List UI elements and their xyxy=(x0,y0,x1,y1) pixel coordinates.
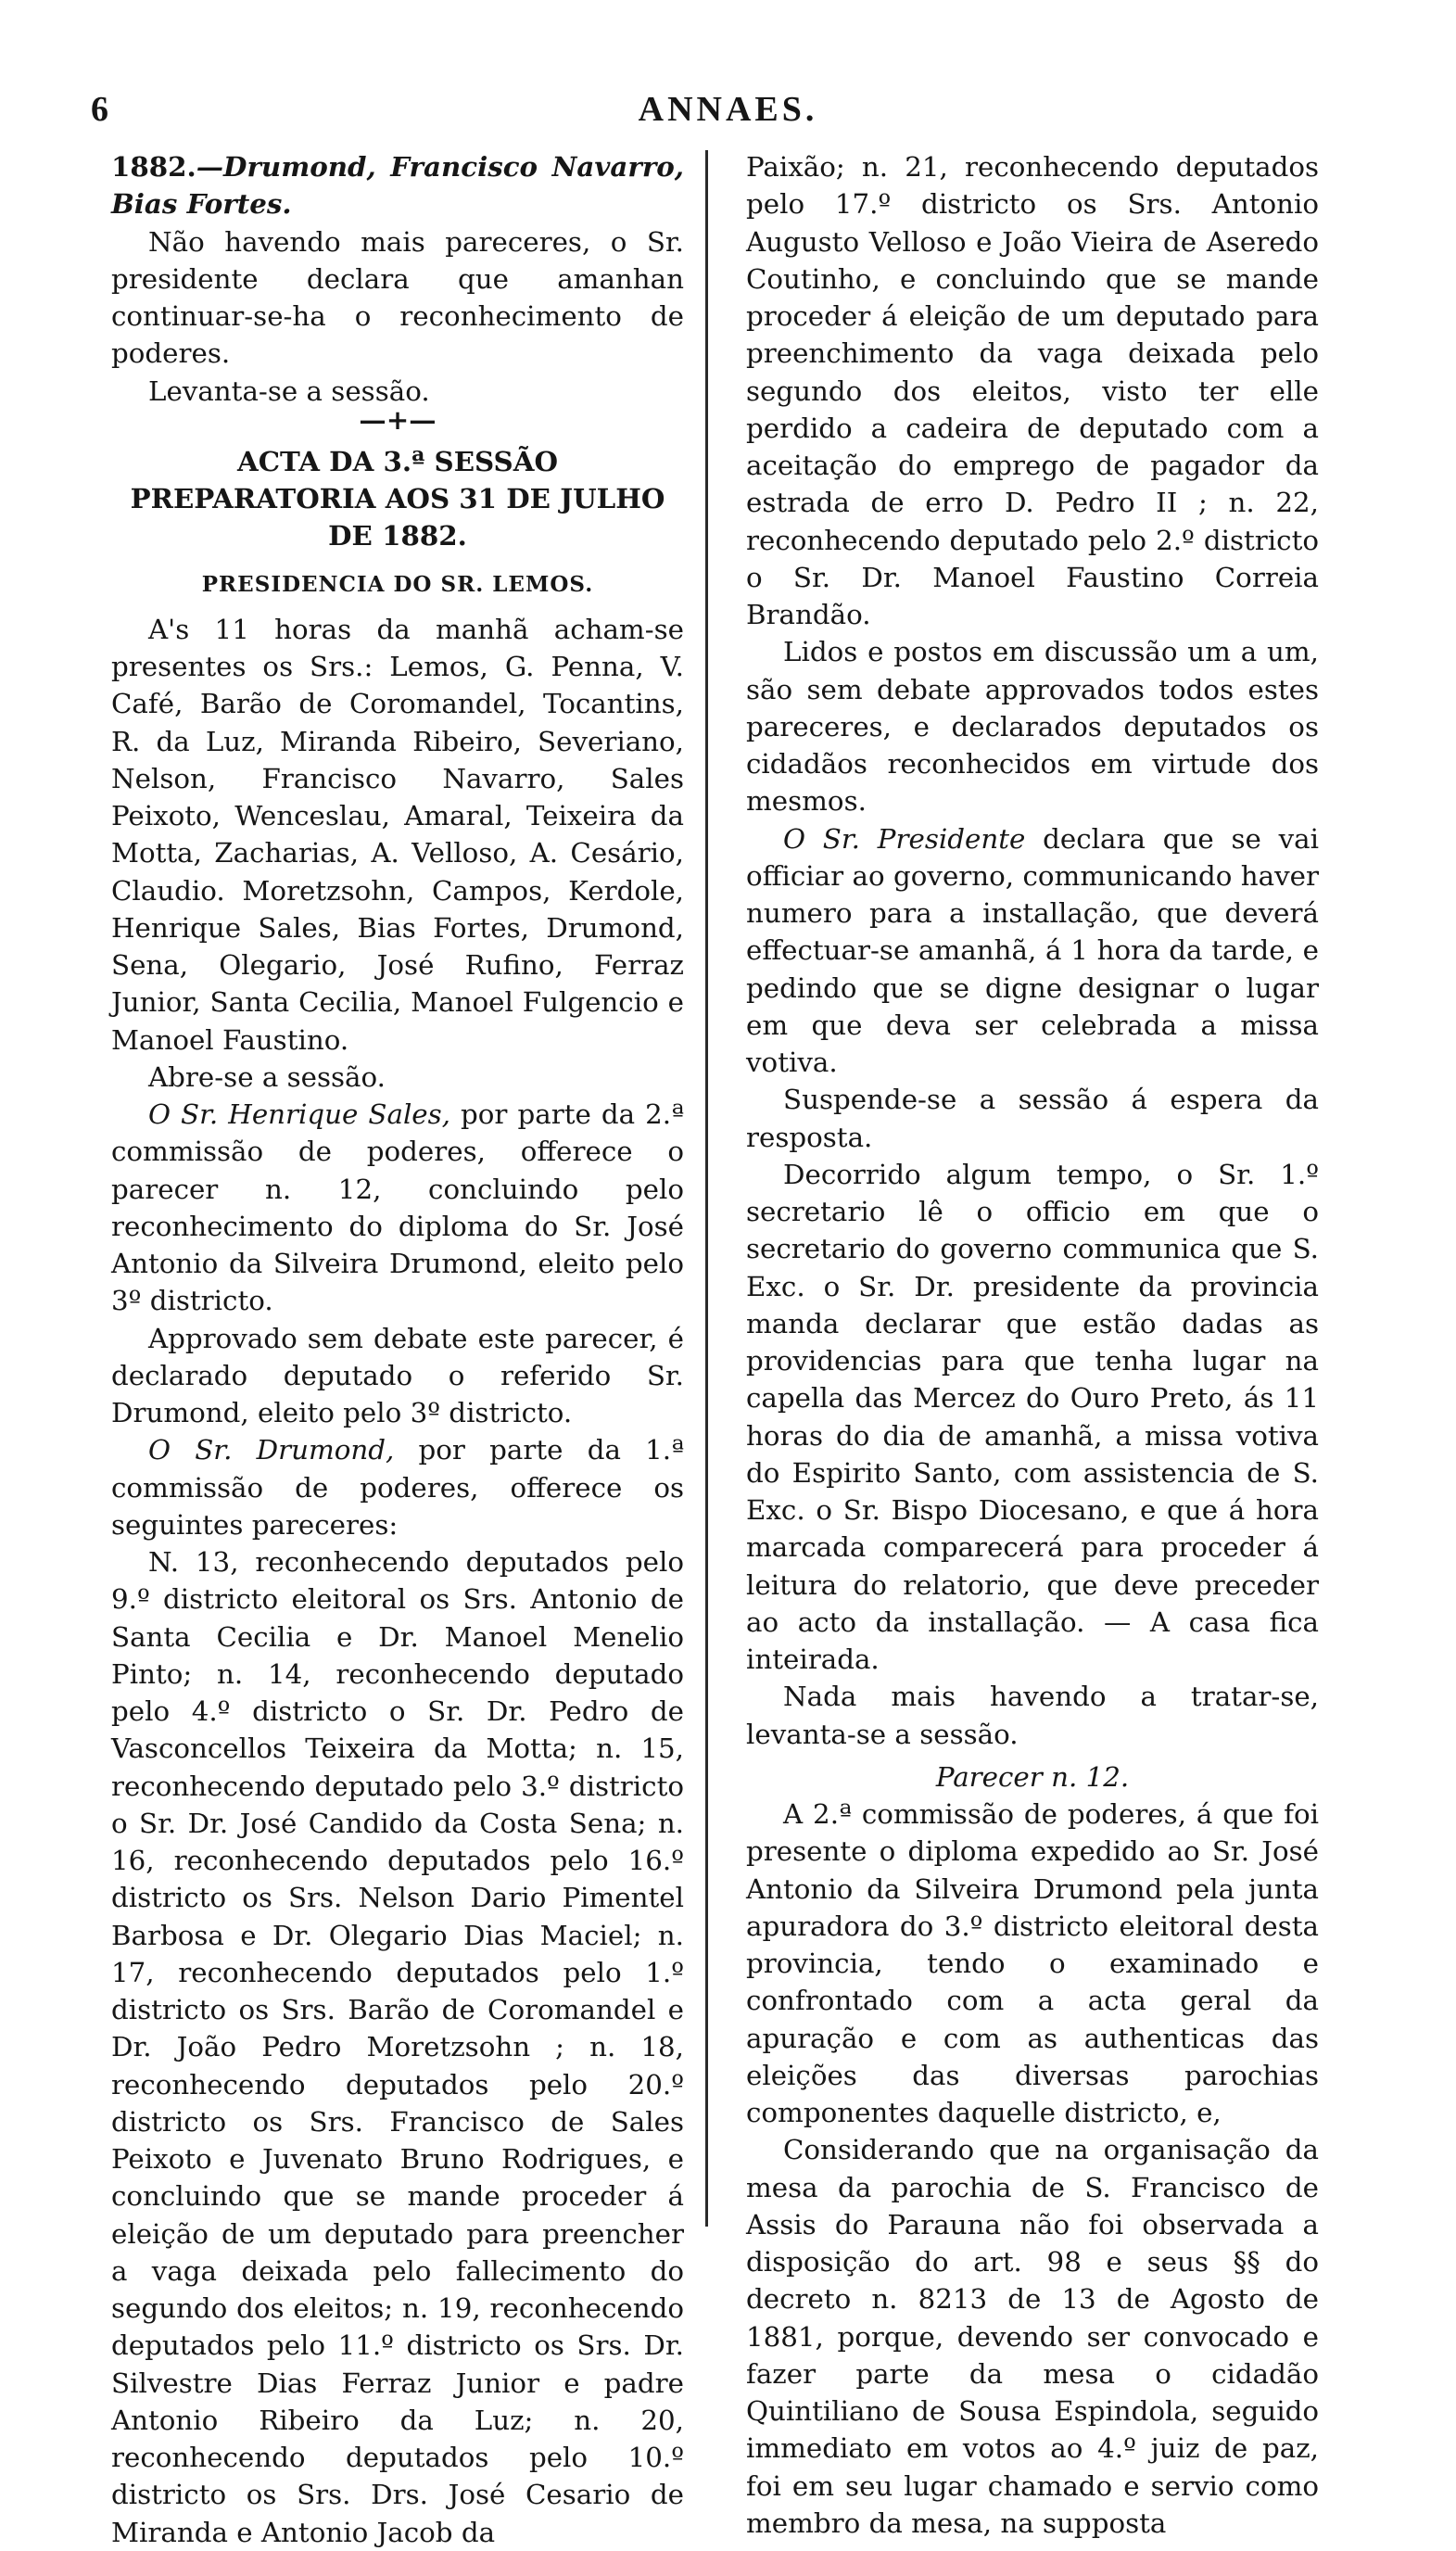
paragraph: Considerando que na organisação da mesa da parochia de S. Francisco de Assis do Parauna não foi observada a disposição do art. 98 e seus §§ do decreto n. 8213 de 13 de Agosto de 1881, porque, devendo ser convocado e fazer parte da mesa o cidadão Quintiliano de Sousa Espindola, seguido immediato em votos ao 4.º juiz de paz, foi em seu lugar chamado e servio como membro da mesa, na supposta xyxy=(746,2134,1319,2539)
paragraph: Paixão; n. 21, reconhecendo deputados pelo 17.º districto os Srs. Antonio Augusto Velloso e João Vieira de Aseredo Coutinho, e concluindo que se mande proceder á eleição de um deputado para preenchimento da vaga deixada pelo segundo dos eleitos, visto ter elle perdido a cadeira de deputado com a aceitação do emprego de pagador da estrada de erro D. Pedro II ; n. 22, reconhecendo deputado pelo 2.º districto o Sr. Dr. Manoel Faustino Correia Brandão. xyxy=(746,151,1319,630)
paragraph: N. 13, reconhecendo deputados pelo 9.º districto eleitoral os Srs. Antonio de Santa Cecilia e Dr. Manoel Menelio Pinto; n. 14, reconhecendo deputado pelo 4.º districto o Sr. Dr. Pedro de Vasconcellos Teixeira da Motta; n. 15, reconhecendo deputado pelo 3.º districto o Sr. Dr. José Candido da Costa Sena; n. 16, reconhecendo deputados pelo 16.º districto os Srs. Nelson Dario Pimentel Barbosa e Dr. Olegario Dias Maciel; n. 17, reconhecendo deputados pelo 1.º districto os Srs. Barão de Coromandel e Dr. João Pedro Moretzsohn ; n. 18, reconhecendo deputados pelo 20.º districto os Srs. Francisco de Sales Peixoto e Juvenato Bruno Rodrigues, e concluindo que se mande proceder á eleição de um deputado para preencher a vaga deixada pelo fallecimento do segundo dos eleitos; n. 19, reconhecendo deputados pelo 11.º districto os Srs. Dr. Silvestre Dias Ferraz Junior e padre Antonio Ribeiro da Luz; n. 20, reconhecendo deputados pelo 10.º districto os Srs. Drs. José Cesario de Miranda e Antonio Jacob da xyxy=(111,1546,684,2548)
column-divider xyxy=(705,150,708,2227)
running-head: ANNAES. xyxy=(638,90,818,129)
paragraph: Não havendo mais pareceres, o Sr. presidente declara que amanhan continuar-se-ha o reconhecimento de poderes. xyxy=(111,225,684,370)
session-title: ACTA DA 3.ª SESSÃO PREPARATORIA AOS 31 DE JULHO DE 1882. xyxy=(130,444,665,552)
closing-date: 1882. xyxy=(111,150,196,183)
left-column xyxy=(111,148,684,2551)
paragraph: Levanta-se a sessão. xyxy=(148,374,430,407)
paragraph: Lidos e postos em discussão um a um, são sem debate approvados todos estes pareceres, e declarados deputados os cidadãos reconhecidos em virtude dos mesmos. xyxy=(746,636,1319,818)
paragraph: Nada mais havendo a tratar-se, levanta-se a sessão. xyxy=(746,1681,1319,1750)
speech-text: por parte da 2.ª commissão de poderes, offerece o parecer n. 12, concluindo pelo reconhecimento do diploma do Sr. José Antonio da Silveira Drumond, eleito pelo 3º districto. xyxy=(111,1098,684,1317)
paragraph xyxy=(746,820,1319,1082)
presidency-line: PRESIDENCIA DO SR. LEMOS. xyxy=(201,571,594,597)
speech-text: declara que se vai officiar ao governo, communicando haver numero para a installação, que deverá effectuar-se amanhã, á 1 hora da tarde, e pedindo que se digne designar o lugar em que deva ser celebrada a missa votiva. xyxy=(746,822,1320,1078)
paragraph: Suspende-se a sessão á espera da resposta. xyxy=(746,1084,1319,1153)
closing-signatures xyxy=(111,148,684,223)
page-header xyxy=(0,89,1456,145)
paragraph: Approvado sem debate este parecer, é declarado deputado o referido Sr. Drumond, eleito pelo 3º districto. xyxy=(111,1322,684,1428)
speaker-name: O Sr. Henrique Sales, xyxy=(148,1098,450,1130)
paragraph: Abre-se a sessão. xyxy=(148,1060,386,1093)
paragraph xyxy=(111,1096,684,1320)
paragraph: Decorrido algum tempo, o Sr. 1.º secretario lê o officio em que o secretario do governo communica que S. Exc. o Sr. Dr. presidente da provincia manda declarar que estão dadas as providencias para que tenha lugar na capella das Mercez do Ouro Preto, ás 11 horas do dia de amanhã, a missa votiva do Espirito Santo, com assistencia de S. Exc. o Sr. Bispo Diocesano, e que á hora marcada comparecerá para proceder á leitura do relatorio, que deve preceder ao acto da installação. — A casa fica inteirada. xyxy=(746,1158,1319,1675)
paragraph: A 2.ª commissão de poderes, á que foi presente o diploma expedido ao Sr. José Antonio da Silveira Drumond pela junta apuradora do 3.º districto eleitoral desta provincia, tendo o examinado e confrontado com a acta geral da apuração e com as authenticas das eleições das diversas parochias componentes daquelle districto, e, xyxy=(746,1798,1319,2128)
speaker-name: O Sr. Drumond, xyxy=(148,1434,395,1466)
closing-names: —Drumond, Francisco Navarro, Bias Fortes. xyxy=(111,150,684,221)
paragraph: A's 11 horas da manhã acham-se presentes os Srs.: Lemos, G. Penna, V. Café, Barão de Coromandel, Tocantins, R. da Luz, Miranda Ribeiro, Severiano, Nelson, Francisco Navarro, Sales Peixoto, Wenceslau, Amaral, Teixeira da Motta, Zacharias, A. Velloso, A. Cesário, Claudio. Moretzsohn, Campos, Kerdole, Henrique Sales, Bias Fortes, Drumond, Sena, Olegario, José Rufino, Ferraz Junior, Santa Cecilia, Manoel Fulgencio e Manoel Faustino. xyxy=(111,613,684,1056)
section-divider: —+— xyxy=(359,402,437,436)
right-column xyxy=(746,148,1319,2542)
paragraph xyxy=(111,1431,684,1543)
speaker-name: O Sr. Presidente xyxy=(783,822,1026,855)
speech-text: por parte da 1.ª commissão de poderes, offerece os seguintes pareceres: xyxy=(111,1434,684,1541)
parecer-heading: Parecer n. 12. xyxy=(935,1760,1130,1793)
page-number: 6 xyxy=(91,90,108,129)
